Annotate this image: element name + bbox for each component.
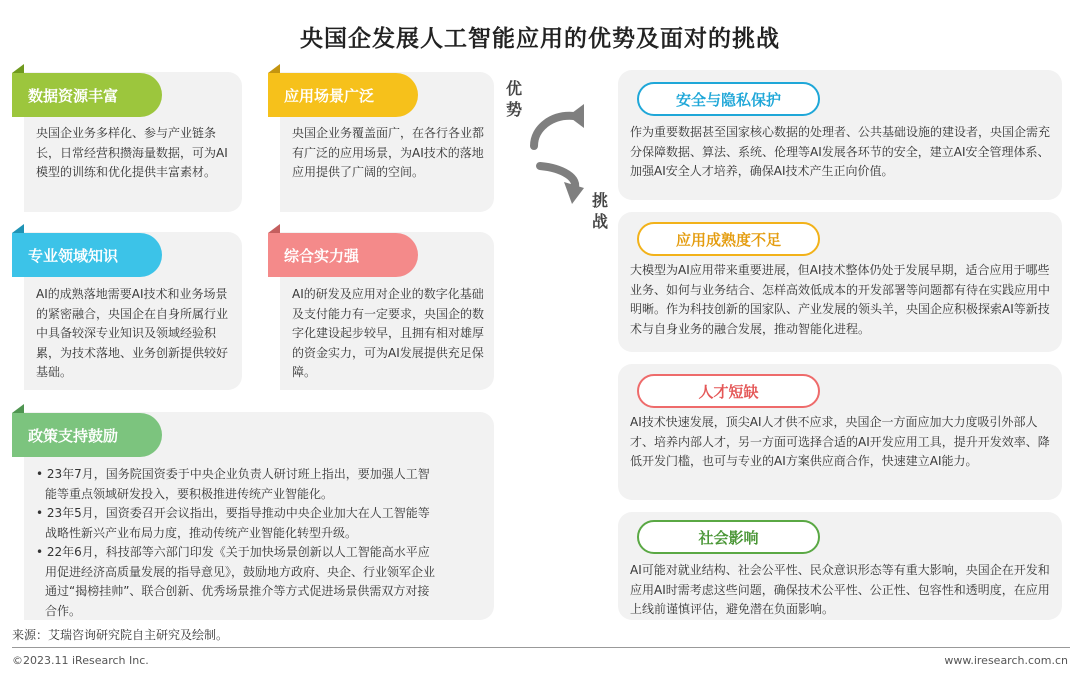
advantage-tag-label: 专业领域知识: [28, 246, 119, 265]
advantage-tag-label: 数据资源丰富: [28, 86, 119, 105]
cycle-arrows-icon: [522, 100, 592, 210]
policy-bullet-item: • 23年5月，国资委召开会议指出，要指导推动中央企业加大在人工智能等战略性新兴产业布局力度，推动传统产业智能化转型升级。: [36, 506, 430, 540]
advantage-tag-policy: [12, 413, 162, 457]
challenge-text-maturity: 大模型为AI应用带来重要进展，但AI技术整体仍处于发展早期，适合应用于哪些业务、如何与业务结合、怎样高效低成本的开发部署等问题都有待在实践应用中明晰。作为科技创新的国家队、产业发展的领头羊，央国企应积极探索AI等新技术与自身业务的融合发展，推动智能化进程。: [630, 263, 1051, 336]
advantage-tag-label: 政策支持鼓励: [28, 426, 119, 445]
advantage-text-strength: AI的研发及应用对企业的数字化基础及支付能力有一定要求，央国企的数字化建设起步较早，且拥有相对雄厚的资金实力，可为AI发展提供充足保障。: [292, 287, 485, 379]
challenge-tag-security: [637, 82, 820, 116]
advantage-tag-scene: [268, 73, 418, 117]
challenge-tag-label: 社会影响: [698, 528, 759, 547]
page-title: 央国企发展人工智能应用的优势及面对的挑战: [300, 26, 780, 52]
advantage-text-data: 央国企业务多样化、参与产业链条长，日常经营积攒海量数据，可为AI模型的训练和优化提供丰富素材。: [36, 126, 228, 179]
advantage-tag-strength: [268, 233, 418, 277]
challenge-tag-label: 人才短缺: [698, 382, 759, 401]
copyright-text: ©2023.11 iResearch Inc.: [12, 654, 149, 667]
advantage-tag-label: 综合实力强: [284, 246, 360, 265]
policy-bullet-list: [36, 465, 436, 621]
website-link[interactable]: www.iresearch.com.cn: [944, 654, 1068, 667]
policy-bullet-item: • 23年7月，国务院国资委于中央企业负责人研讨班上指出，要加强人工智能等重点领域研发投入，要积极推进传统产业智能化。: [36, 467, 430, 501]
advantage-text-scene: 央国企业务覆盖面广，在各行各业都有广泛的应用场景，为AI技术的落地应用提供了广阔的空间。: [292, 126, 485, 179]
footer-divider: [12, 647, 1070, 648]
advantage-vertical-label: 优势: [505, 79, 522, 119]
advantage-tag-data: [12, 73, 162, 117]
challenge-tag-label: 安全与隐私保护: [675, 90, 781, 109]
challenge-text-social: AI可能对就业结构、社会公平性、民众意识形态等有重大影响，央国企在开发和应用AI时需考虑这些问题，确保技术公平性、公正性、包容性和透明度，在应用上线前谨慎评估，避免潜在负面影响。: [630, 563, 1050, 616]
source-note: 来源：艾瑞咨询研究院自主研究及绘制。: [12, 628, 229, 642]
challenge-vertical-label: 挑战: [591, 191, 608, 231]
challenge-tag-social: [637, 520, 820, 554]
advantage-text-expertise: AI的成熟落地需要AI技术和业务场景的紧密融合，央国企在自身所属行业中具备较深专业知识及领域经验积累，为技术落地、业务创新提供较好基础。: [36, 287, 229, 379]
challenge-tag-talent: [637, 374, 820, 408]
policy-bullet-item: • 22年6月，科技部等六部门印发《关于加快场景创新以人工智能高水平应用促进经济高质量发展的指导意见》，鼓励地方政府、央企、行业领军企业通过“揭榜挂帅”、联合创新、优秀场景推介等方式促进场景供需双方对接合作。: [36, 545, 436, 618]
challenge-tag-label: 应用成熟度不足: [675, 230, 781, 249]
advantage-tag-label: 应用场景广泛: [284, 86, 375, 105]
advantage-tag-expertise: [12, 233, 162, 277]
challenge-text-security: 作为重要数据甚至国家核心数据的处理者、公共基础设施的建设者，央国企需充分保障数据、算法、系统、伦理等AI发展各环节的安全，建立AI安全管理体系、加强AI安全人才培养，确保AI技术产生正向价值。: [630, 125, 1051, 178]
challenge-tag-maturity: [637, 222, 820, 256]
challenge-text-talent: AI技术快速发展，顶尖AI人才供不应求，央国企一方面应加大力度吸引外部人才、培养内部人才，另一方面可选择合适的AI开发应用工具，提升开发效率、降低开发门槛，也可与专业的AI方案供应商合作，快速建立AI能力。: [630, 415, 1050, 468]
